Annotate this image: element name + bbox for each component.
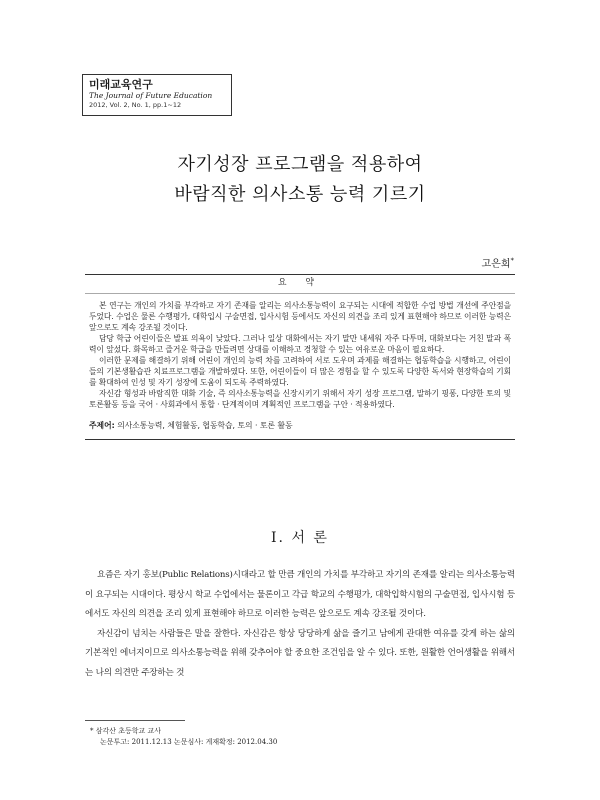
abstract xyxy=(85,274,515,440)
author-name: 고은희 xyxy=(481,259,511,270)
paper-title-line-1: 자기성장 프로그램을 적용하여 xyxy=(177,154,423,175)
body-paragraph: 요즘은 자기 홍보(Public Relations)시대라고 할 만큼 개인의 가치를 부각하고 자기의 존재를 알리는 의사소통능력이 요구되는 시대이다. 평상시 학교 수업에서는 물론이고 각급 학교의 수행평가, 대학입학시험의 구술면접, 입사시험 등에서도 자신의 의견을 조리 있게 표현해야 하므로 이러한 능력은 앞으로도 계속 강조될 것이다. xyxy=(85,570,515,619)
abstract-paragraph: 본 연구는 개인의 가치를 부각하고 자기 존재를 알리는 의사소통능력이 요구되는 시대에 적합한 수업 방법 개선에 주안점을 두었다. 수업은 물론 수행평가, 대학입시 구술면접, 입사시험 등에서도 자신의 의견을 조리 있게 표현해야 하므로 이러한 능력은 앞으로도 계속 강조될 것이다. xyxy=(89,301,511,332)
abstract-paragraph: 이러한 문제를 해결하기 위해 어린이 개인의 능력 차를 고려하여 서로 도우며 과제를 해결하는 협동학습을 시행하고, 어린이들의 기본생활습관 치료프로그램을 개발하였다. 또한, 어린이들이 더 많은 경험을 할 수 있도록 다양한 독서와 현장학습의 기회를 확대하여 인성 및 자기 성장에 도움이 되도록 주력하였다. xyxy=(89,356,511,387)
abstract-paragraph: 자신감 형성과 바람직한 대화 기술, 즉 의사소통능력을 신장시키기 위해서 자기 성장 프로그램, 말하기 핑퐁, 다양한 토의 및 토론활동 등을 국어 · 사회과에서 통합 · 단계적이며 계획적인 프로그램을 구안 · 적용하였다. xyxy=(89,389,511,409)
body-paragraph: 자신감이 넘치는 사람들은 말을 잘한다. 자신감은 항상 당당하게 삶을 즐기고 남에게 관대한 여유를 갖게 하는 삶의 기본적인 에너지이므로 의사소통능력을 위해 갖추어야 할 중요한 조건임을 알 수 있다. 또한, 원활한 언어생활을 위해서는 나의 의견만 주장하는 것 xyxy=(85,628,515,678)
body-text xyxy=(85,566,515,683)
abstract-label: 요 약 xyxy=(277,278,323,288)
keywords xyxy=(89,420,511,431)
journal-volume: 2012, Vol. 2, No. 1, pp.1~12 xyxy=(89,101,182,109)
author-footnote-mark: * xyxy=(510,256,514,265)
paper-title-line-2: 바람직한 의사소통 능력 기르기 xyxy=(174,184,426,205)
journal-name: 미래교육연구 xyxy=(89,78,153,91)
keywords-label: 주제어: xyxy=(89,421,115,430)
footnote-divider xyxy=(85,720,185,721)
keywords-list: 의사소통능력, 체험활동, 협동학습, 토의 · 토론 활동 xyxy=(117,421,293,430)
section-title: I. 서 론 xyxy=(271,530,329,546)
footnote-dates: 논문투고: 2011.12.13 논문심사: 게재확정: 2012.04.30 xyxy=(100,738,278,746)
abstract-paragraph: 담당 학급 어린이들은 발표 의욕이 낮았다. 그러나 일상 대화에서는 자기 말만 내세워 자주 다투며, 대화보다는 거친 말과 폭력이 앞섰다. 화목하고 즐거운 학급을 만들려면 상대를 이해하고 경청할 수 있는 여유로운 마음이 필요하다. xyxy=(89,334,511,354)
journal-english-name: The Journal of Future Education xyxy=(89,91,213,100)
author xyxy=(482,255,514,270)
journal-info-box xyxy=(82,74,232,116)
footnote-affiliation: * 삼각산 초등학교 교사 xyxy=(90,727,162,735)
footnote xyxy=(90,726,510,748)
abstract-divider xyxy=(85,293,515,294)
